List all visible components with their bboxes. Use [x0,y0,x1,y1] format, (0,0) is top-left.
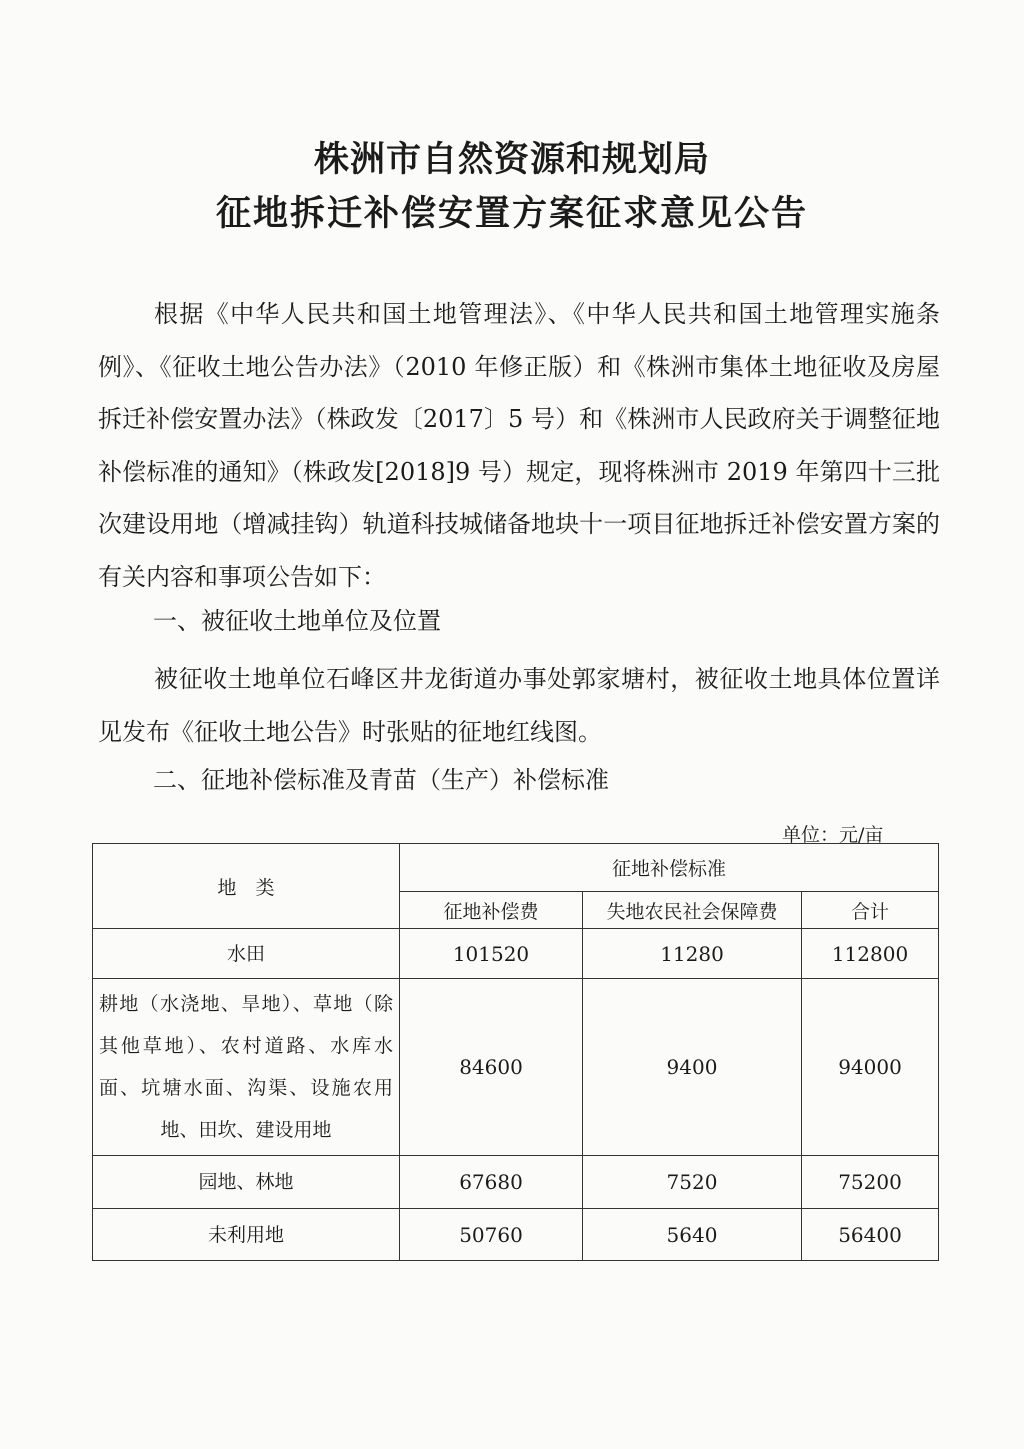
table-unit-label: 单位：元/亩 [782,824,884,846]
table-header-row [93,844,939,892]
table-row [93,1156,939,1209]
header-col-compensation: 征地补偿费 [400,892,583,929]
row-value: 5640 [583,1209,802,1261]
row-value: 101520 [400,929,583,979]
header-col-total: 合计 [802,892,939,929]
header-category: 地 类 [93,844,400,929]
section2-heading: 二、征地补偿标准及青苗（生产）补偿标准 [153,766,609,794]
compensation-table [92,843,939,1261]
section1-paragraph: 被征收土地单位石峰区井龙街道办事处郭家塘村，被征收土地具体位置详见发布《征收土地公告》时张贴的征地红线图。 [98,665,940,746]
row-value: 94000 [802,979,939,1156]
header-col-social-security: 失地农民社会保障费 [583,892,802,929]
section1-heading: 一、被征收土地单位及位置 [153,607,441,635]
document-title-line1: 株洲市自然资源和规划局 [313,140,710,180]
row-value: 67680 [400,1156,583,1209]
intro-paragraph: 根据《中华人民共和国土地管理法》、《中华人民共和国土地管理实施条例》、《征收土地公告办法》（2010 年修正版）和《株洲市集体土地征收及房屋拆迁补偿安置办法》（株政发〔2017〕5 号）和《株洲市人民政府关于调整征地补偿标准的通知》（株政发[2018]9 号）规定，现将株洲市 2019 年第四十三批次建设用地（增减挂钩）轨道科技城储备地块十一项目征地拆迁补偿安置方案的有关内容和事项公告如下： [98,300,940,591]
row-value: 50760 [400,1209,583,1261]
row-value: 11280 [583,929,802,979]
row-category: 园地、林地 [93,1156,400,1209]
row-value: 75200 [802,1156,939,1209]
row-value: 84600 [400,979,583,1156]
header-group: 征地补偿标准 [400,844,939,892]
table-row [93,979,939,1156]
row-value: 7520 [583,1156,802,1209]
row-category: 水田 [93,929,400,979]
document-title-line2: 征地拆迁补偿安置方案征求意见公告 [215,194,808,234]
table-row [93,929,939,979]
row-value: 9400 [583,979,802,1156]
row-value: 56400 [802,1209,939,1261]
row-value: 112800 [802,929,939,979]
row-category: 耕地（水浇地、旱地）、草地（除其他草地）、农村道路、水库水面、坑塘水面、沟渠、设施农用地、田坎、建设用地 [93,979,400,1156]
row-category: 未利用地 [93,1209,400,1261]
table-row [93,1209,939,1261]
